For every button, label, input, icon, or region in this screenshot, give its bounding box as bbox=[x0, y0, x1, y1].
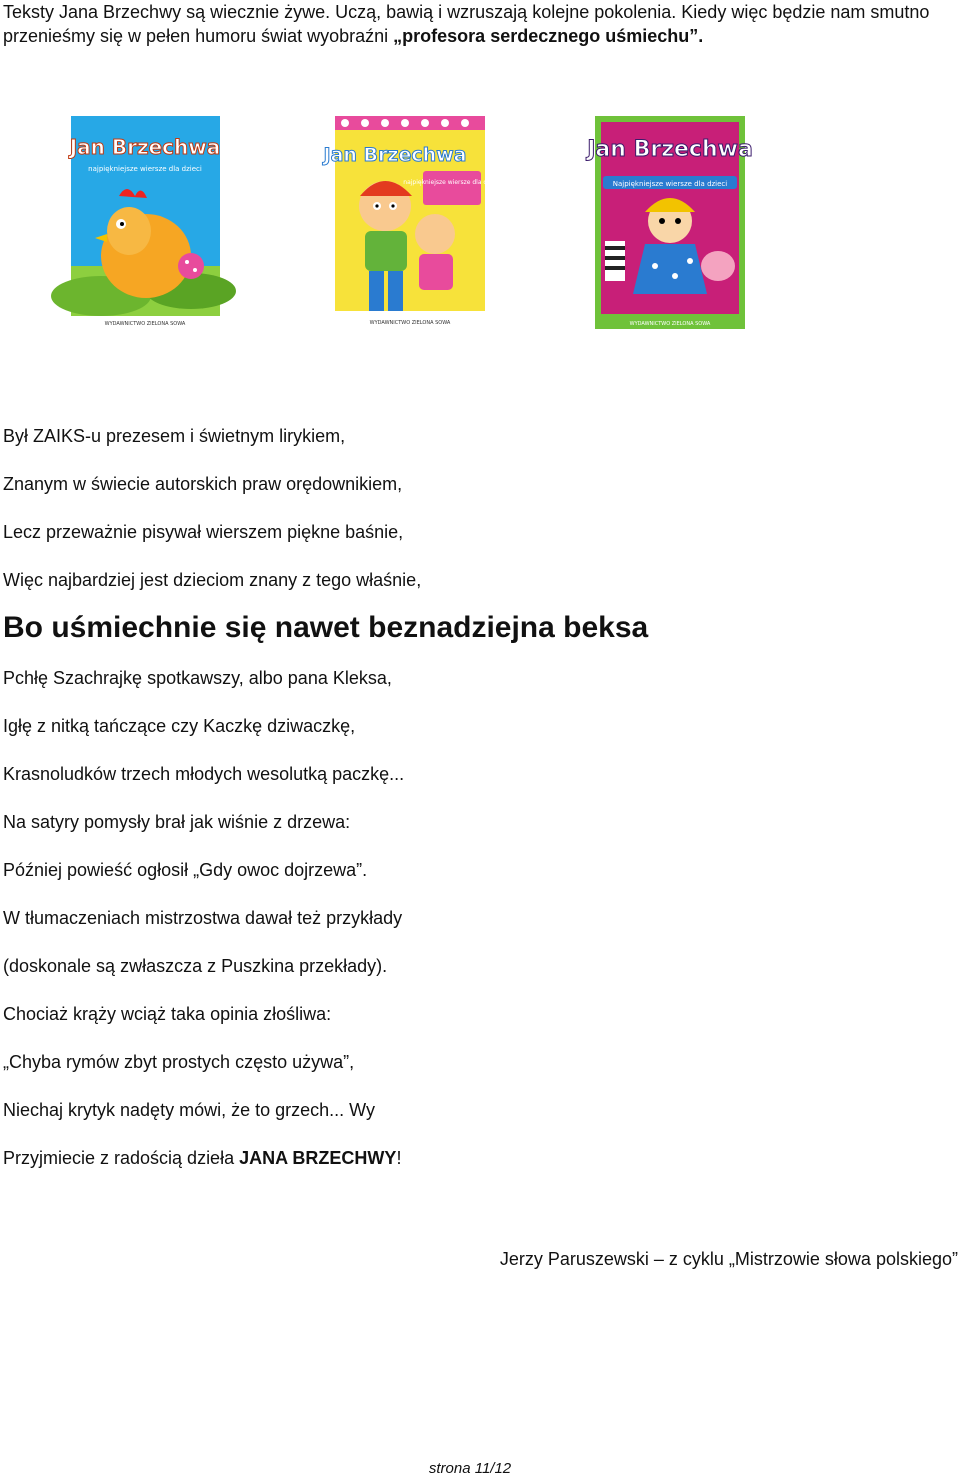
cover3-subtitle: Najpiękniejsze wiersze dla dzieci bbox=[612, 180, 728, 188]
cover1-publisher: WYDAWNICTWO ZIELONA SOWA bbox=[104, 321, 186, 327]
poem-line-6: Pchłę Szachrajkę spotkawszy, albo pana Kleksa, bbox=[3, 668, 392, 688]
poem-line-5-heading: Bo uśmiechnie się nawet beznadziejna beksa bbox=[3, 611, 649, 644]
cover2-subtitle: najpiękniejsze wiersze dla dzieci bbox=[403, 179, 501, 186]
cover2-publisher: WYDAWNICTWO ZIELONA SOWA bbox=[369, 320, 451, 326]
cover2-title: Jan Brzechwa bbox=[323, 144, 467, 166]
book-cover-2 bbox=[323, 116, 501, 329]
cover3-title: Jan Brzechwa bbox=[587, 137, 753, 162]
poem-line-1: Był ZAIKS-u prezesem i świetnym lirykiem, bbox=[3, 426, 346, 446]
poem-line-10: Później powieść ogłosił „Gdy owoc dojrzewa”. bbox=[3, 860, 368, 880]
book-covers bbox=[0, 116, 960, 330]
intro-text: Teksty Jana Brzechwy są wiecznie żywe. Uczą, bawią i wzruszają kolejne pokolenia. Kiedy więc będzie nam smutno przenieśmy się w pełen humoru świat wyobraźni bbox=[3, 2, 930, 46]
book-cover-1 bbox=[71, 116, 220, 329]
poem-line-16-c: ! bbox=[396, 1148, 402, 1168]
poem-line-8: Krasnoludków trzech młodych wesolutką paczkę... bbox=[3, 764, 405, 784]
poem-line-13: Chociaż krąży wciąż taka opinia złośliwa: bbox=[3, 1004, 332, 1024]
cover3-publisher: WYDAWNICTWO ZIELONA SOWA bbox=[629, 321, 711, 327]
cover1-title: Jan Brzechwa bbox=[69, 135, 221, 159]
intro-paragraph bbox=[3, 0, 953, 48]
poem-line-9: Na satyry pomysły brał jak wiśnie z drzewa: bbox=[3, 812, 351, 832]
poem-line-14: „Chyba rymów zbyt prostych często używa”, bbox=[3, 1052, 355, 1072]
poem-line-16-author: JANA BRZECHWY bbox=[239, 1148, 397, 1168]
cover1-subtitle: najpiękniejsze wiersze dla dzieci bbox=[88, 165, 202, 173]
poem-line-7: Igłę z nitką tańczące czy Kaczkę dziwaczkę, bbox=[3, 716, 356, 736]
poem-line-11: W tłumaczeniach mistrzostwa dawał też przykłady bbox=[3, 908, 403, 928]
poem-line-16 bbox=[3, 1144, 943, 1192]
page-footer bbox=[0, 1460, 960, 1477]
poem-line-3: Lecz przeważnie pisywał wierszem piękne baśnie, bbox=[3, 522, 404, 542]
poem-line-4: Więc najbardziej jest dzieciom znany z tego właśnie, bbox=[3, 570, 422, 590]
poem-line-15: Niechaj krytyk nadęty mówi, że to grzech... Wy bbox=[3, 1100, 375, 1120]
page-number: strona 11/12 bbox=[428, 1460, 512, 1477]
signature: Jerzy Paruszewski – z cyklu „Mistrzowie słowa polskiego” bbox=[499, 1249, 958, 1269]
poem-line-2: Znanym w świecie autorskich praw orędownikiem, bbox=[3, 474, 403, 494]
poem bbox=[3, 422, 943, 1192]
poem-line-16-a: Przyjmiecie z radością dzieła bbox=[3, 1148, 240, 1168]
intro-bold: „profesora serdecznego uśmiechu”. bbox=[393, 26, 704, 46]
poem-line-12: (doskonale są zwłaszcza z Puszkina przekłady). bbox=[3, 956, 388, 976]
book-cover-3 bbox=[587, 116, 753, 329]
